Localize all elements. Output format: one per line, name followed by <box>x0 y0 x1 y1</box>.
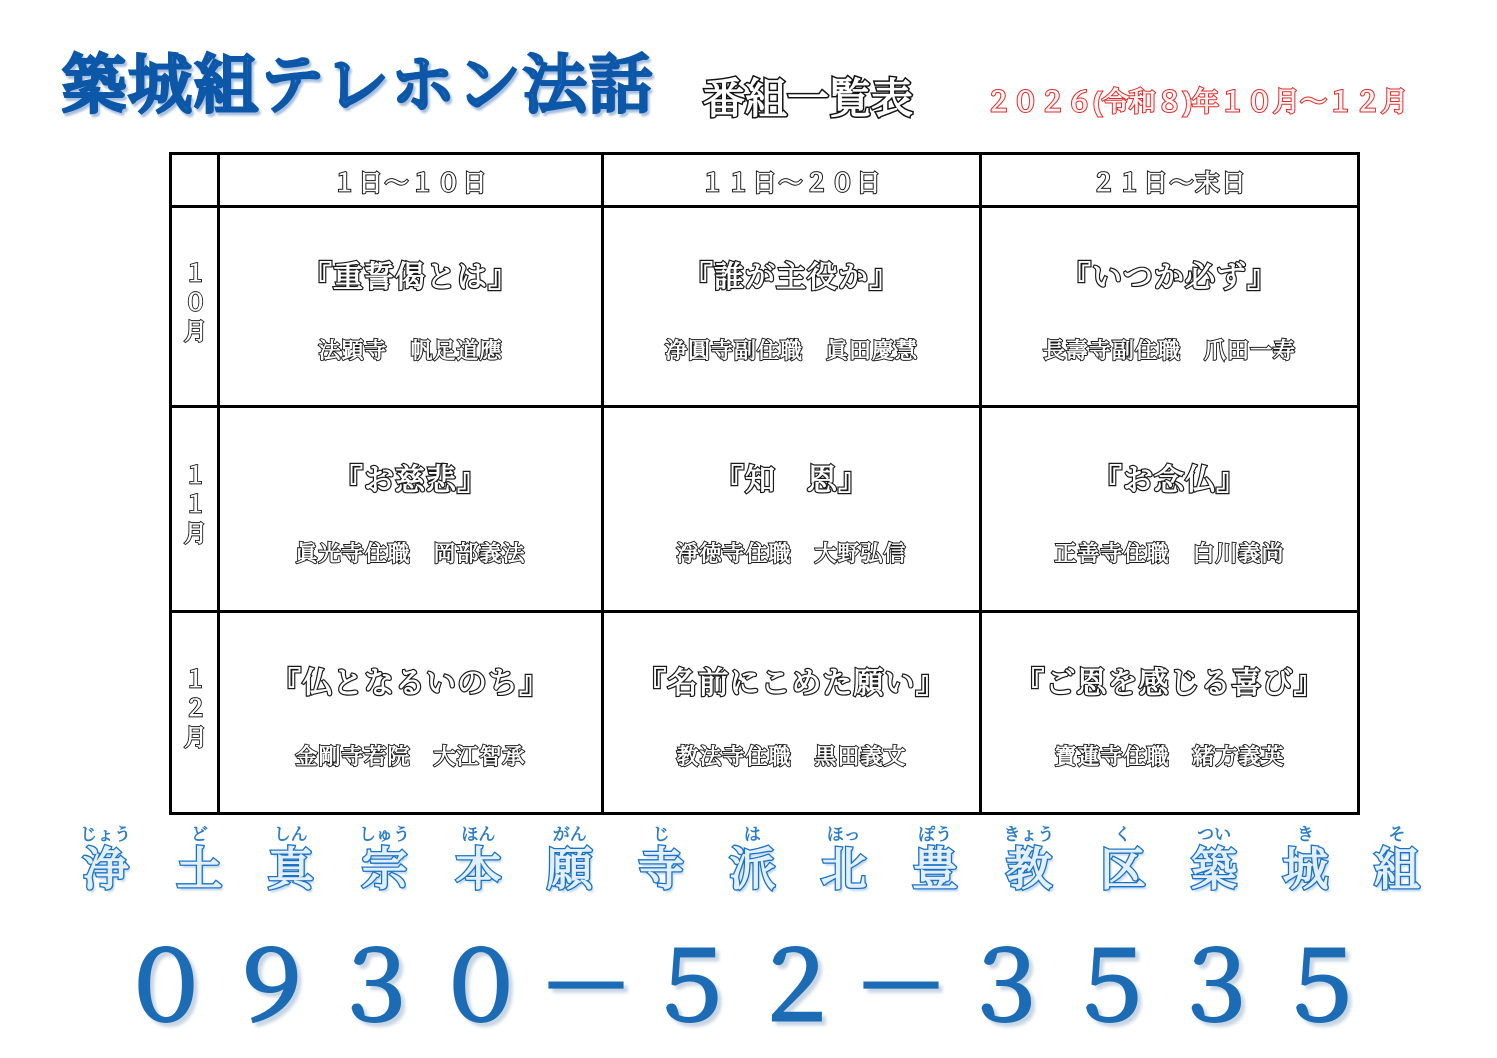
talk-speaker: 教法寺住職 黒田義文 <box>676 744 907 769</box>
furigana: しん <box>273 825 308 844</box>
furigana: は <box>743 825 761 844</box>
talk-speaker: 浄圓寺副住職 眞田慶慧 <box>664 338 918 363</box>
org-char <box>638 825 685 895</box>
program-cell <box>603 612 981 814</box>
phone-number: ０９３０－５２－３５３５ <box>118 935 1379 1041</box>
program-cell <box>981 407 1359 612</box>
org-char <box>176 825 223 895</box>
org-kanji: 寺 <box>638 843 685 895</box>
organization-name <box>80 825 1420 895</box>
program-list-label: 番組一覧表 <box>703 75 914 122</box>
column-header-late <box>981 154 1359 207</box>
program-cell <box>219 207 603 407</box>
furigana: き <box>1296 825 1314 844</box>
month-label: １０月 <box>181 260 207 348</box>
talk-speaker: 法顕寺 帆足道應 <box>318 338 503 363</box>
org-char <box>1282 825 1329 895</box>
org-char <box>1191 825 1238 895</box>
program-cell <box>981 612 1359 814</box>
org-kanji: 城 <box>1282 843 1329 895</box>
talk-title: 『重誓偈とは』 <box>302 261 519 294</box>
furigana: しゅう <box>359 825 411 844</box>
program-cell <box>219 407 603 612</box>
furigana: じ <box>652 825 670 844</box>
org-kanji: 土 <box>176 843 223 895</box>
furigana: きょう <box>1003 825 1055 844</box>
org-char <box>820 825 867 895</box>
furigana: ほっ <box>826 825 861 844</box>
furigana: ぽう <box>918 825 953 844</box>
page-title: 築城組テレホン法話 <box>62 34 655 126</box>
table-row-october <box>171 207 1359 407</box>
table-row-december <box>171 612 1359 814</box>
column-header-label: ２１日～末日 <box>1091 169 1248 197</box>
furigana: ほん <box>461 825 496 844</box>
org-kanji: 教 <box>1005 843 1052 895</box>
org-char <box>912 825 959 895</box>
org-kanji: 宗 <box>361 843 408 895</box>
org-kanji: 築 <box>1191 843 1238 895</box>
period-label: ２０２６(令和８)年１０月～１２月 <box>985 87 1408 117</box>
program-cell <box>603 207 981 407</box>
column-header-label: １１日～２０日 <box>700 169 883 197</box>
column-header-early <box>219 154 603 207</box>
org-char <box>267 825 314 895</box>
furigana: つい <box>1197 825 1232 844</box>
talk-speaker: 眞光寺住職 岡部義法 <box>295 540 526 566</box>
program-cell <box>981 207 1359 407</box>
furigana: く <box>1114 825 1132 844</box>
org-kanji: 真 <box>267 843 314 895</box>
org-char <box>546 825 593 895</box>
org-char <box>1003 825 1055 895</box>
furigana: がん <box>552 825 587 844</box>
org-kanji: 組 <box>1373 843 1420 895</box>
org-kanji: 北 <box>820 843 867 895</box>
talk-title: 『名前にこめた願い』 <box>636 667 947 700</box>
month-label: １２月 <box>181 666 207 754</box>
org-char <box>1373 825 1420 895</box>
org-kanji: 派 <box>729 843 776 895</box>
furigana: ど <box>190 825 208 844</box>
talk-title: 『誰が主役か』 <box>683 261 900 294</box>
month-cell <box>171 612 219 814</box>
talk-title: 『お慈悲』 <box>333 463 488 497</box>
program-table <box>169 152 1360 815</box>
month-cell <box>171 407 219 612</box>
org-kanji: 豊 <box>912 843 959 895</box>
org-char <box>359 825 411 895</box>
org-char <box>729 825 776 895</box>
talk-title: 『ご恩を感じる喜び』 <box>1014 667 1325 700</box>
furigana: じょう <box>80 825 131 844</box>
org-kanji: 願 <box>546 843 593 895</box>
org-char <box>80 825 131 895</box>
talk-title: 『いつか必ず』 <box>1061 261 1278 294</box>
talk-speaker: 寶蓮寺住職 緒方義英 <box>1054 744 1285 769</box>
org-kanji: 区 <box>1099 843 1146 895</box>
talk-title: 『知 恩』 <box>714 463 869 497</box>
org-char <box>455 825 502 895</box>
talk-title: 『仏となるいのち』 <box>271 667 550 700</box>
program-cell <box>603 407 981 612</box>
column-header-label: １日～１０日 <box>332 169 489 197</box>
talk-speaker: 正善寺住職 白川義尚 <box>1054 540 1285 566</box>
column-header-mid <box>603 154 981 207</box>
org-char <box>1099 825 1146 895</box>
talk-speaker: 長壽寺副住職 爪田一寿 <box>1042 338 1296 363</box>
talk-title: 『お念仏』 <box>1092 463 1247 497</box>
org-kanji: 浄 <box>82 843 129 895</box>
month-label: １１月 <box>181 463 207 550</box>
furigana: そ <box>1388 825 1406 844</box>
talk-speaker: 淨徳寺住職 大野弘信 <box>676 540 907 566</box>
program-cell <box>219 612 603 814</box>
corner-cell <box>171 154 219 207</box>
table-row-november <box>171 407 1359 612</box>
month-cell <box>171 207 219 407</box>
talk-speaker: 金剛寺若院 大江智承 <box>295 744 526 769</box>
org-kanji: 本 <box>455 843 502 895</box>
